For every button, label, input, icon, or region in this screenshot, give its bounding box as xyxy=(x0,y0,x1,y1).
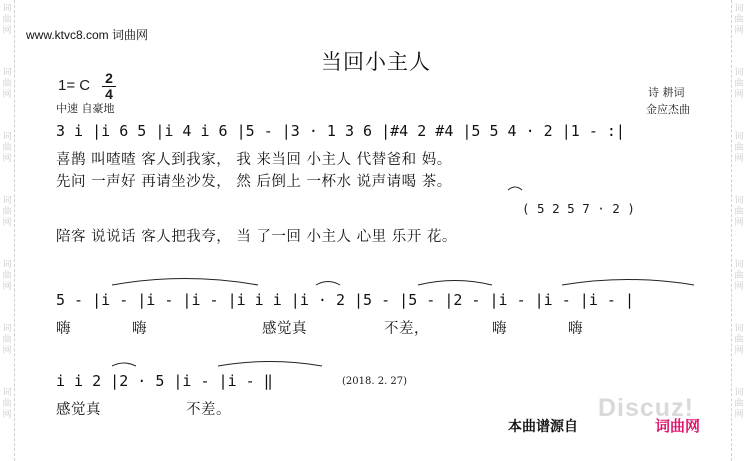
slur-3 xyxy=(316,282,340,286)
brand-logo[interactable]: 词曲网 xyxy=(655,417,701,435)
side-watermark-char: 曲 xyxy=(734,79,744,89)
line2-lyric-4: 不差， xyxy=(384,321,429,337)
tempo-marking: 中速 自豪地 xyxy=(56,102,115,115)
line2-lyric-1: 嗨 xyxy=(56,321,71,337)
side-watermark-char: 网 xyxy=(2,154,12,164)
side-watermark-char: 词 xyxy=(734,196,744,206)
time-signature-bottom: 4 xyxy=(105,86,113,102)
side-watermark-char: 曲 xyxy=(2,79,12,89)
side-watermark-char: 网 xyxy=(2,282,12,292)
side-watermark-char: 词 xyxy=(2,324,12,334)
side-watermark-char: 网 xyxy=(734,218,744,228)
lyrics-verse-2: 先问 一声好 再请坐沙发， 然 后倒上 一杯水 说声请喝 茶。 xyxy=(56,174,452,190)
notation-line-3: i i 2 |2 · 5 |i - |i - ‖ xyxy=(56,372,273,390)
side-watermark-char: 网 xyxy=(734,282,744,292)
side-watermark-char: 网 xyxy=(2,26,12,36)
line2-lyric-5: 嗨 xyxy=(492,321,507,337)
side-watermark-char: 词 xyxy=(2,68,12,78)
line3-lyric-1: 感觉真 xyxy=(56,402,101,418)
side-watermark-char: 曲 xyxy=(734,271,744,281)
slur-1 xyxy=(508,187,522,190)
side-watermark-char: 词 xyxy=(734,4,744,14)
line2-lyric-6: 嗨 xyxy=(568,321,583,337)
notation-line-2: 5 - |i - |i - |i - |i i i |i · 2 |5 - |5 - |2 - |i - |i - |i - | xyxy=(56,291,634,309)
side-watermark-char: 词 xyxy=(734,132,744,142)
date-mark: (2018. 2. 27) xyxy=(342,376,408,387)
side-watermark-char: 词 xyxy=(2,132,12,142)
side-watermark-char: 词 xyxy=(734,388,744,398)
forum-watermark: Discuz! xyxy=(598,394,694,422)
side-watermark-char: 曲 xyxy=(2,271,12,281)
interlude-notation: ( 5 2 5 7 · 2 ) xyxy=(522,201,635,216)
lyricist-credit: 诗 耕词 xyxy=(648,86,685,99)
side-watermark-char: 词 xyxy=(734,68,744,78)
side-watermark-char: 曲 xyxy=(2,335,12,345)
lyrics-verse-1: 喜鹊 叫喳喳 客人到我家， 我 来当回 小主人 代替爸和 妈。 xyxy=(56,152,452,168)
side-watermark-char: 词 xyxy=(734,324,744,334)
line2-lyric-2: 嗨 xyxy=(132,321,147,337)
side-watermark-char: 网 xyxy=(2,410,12,420)
side-watermark-char: 网 xyxy=(2,218,12,228)
side-watermark-char: 曲 xyxy=(2,143,12,153)
line2-lyric-3: 感觉真 xyxy=(262,321,307,337)
side-watermark-char: 曲 xyxy=(2,207,12,217)
slur-6 xyxy=(112,363,136,366)
slur-7 xyxy=(218,362,322,367)
side-watermark-char: 网 xyxy=(734,154,744,164)
side-watermark-char: 词 xyxy=(734,260,744,270)
side-watermark-char: 网 xyxy=(2,90,12,100)
side-watermark-char: 曲 xyxy=(734,143,744,153)
side-watermark-char: 网 xyxy=(734,410,744,420)
side-watermark-char: 曲 xyxy=(2,399,12,409)
time-signature-top: 2 xyxy=(105,70,113,86)
key-signature: 1= C xyxy=(58,77,91,94)
line3-lyric-2: 不差。 xyxy=(186,402,231,418)
side-watermark-char: 词 xyxy=(2,4,12,14)
side-watermark-char: 词 xyxy=(2,260,12,270)
source-label: 本曲谱源自 xyxy=(508,419,578,435)
side-watermark-char: 网 xyxy=(734,346,744,356)
lyrics-verse-3: 陪客 说说话 客人把我夸， 当 了一回 小主人 心里 乐开 花。 xyxy=(56,229,457,245)
side-watermark-char: 词 xyxy=(2,388,12,398)
side-watermark-char: 词 xyxy=(2,196,12,206)
composer-credit: 金应杰曲 xyxy=(646,103,690,116)
side-watermark-char: 网 xyxy=(2,346,12,356)
side-watermark-char: 曲 xyxy=(734,207,744,217)
side-watermark-char: 曲 xyxy=(734,335,744,345)
side-watermark-char: 曲 xyxy=(734,15,744,25)
side-watermark-char: 曲 xyxy=(734,399,744,409)
slur-5 xyxy=(562,280,694,286)
site-url[interactable]: www.ktvc8.com 词曲网 xyxy=(26,28,149,42)
song-title: 当回小主人 xyxy=(321,50,431,74)
slur-2 xyxy=(112,279,258,286)
notation-line-1: 3 i |i 6 5 |i 4 i 6 |5 - |3 · 1 3 6 |#4 2 #4 |5 5 4 · 2 |1 - :| xyxy=(56,122,625,140)
slur-4 xyxy=(418,281,492,286)
side-watermark-char: 曲 xyxy=(2,15,12,25)
side-watermark-char: 网 xyxy=(734,26,744,36)
side-watermark-char: 网 xyxy=(734,90,744,100)
